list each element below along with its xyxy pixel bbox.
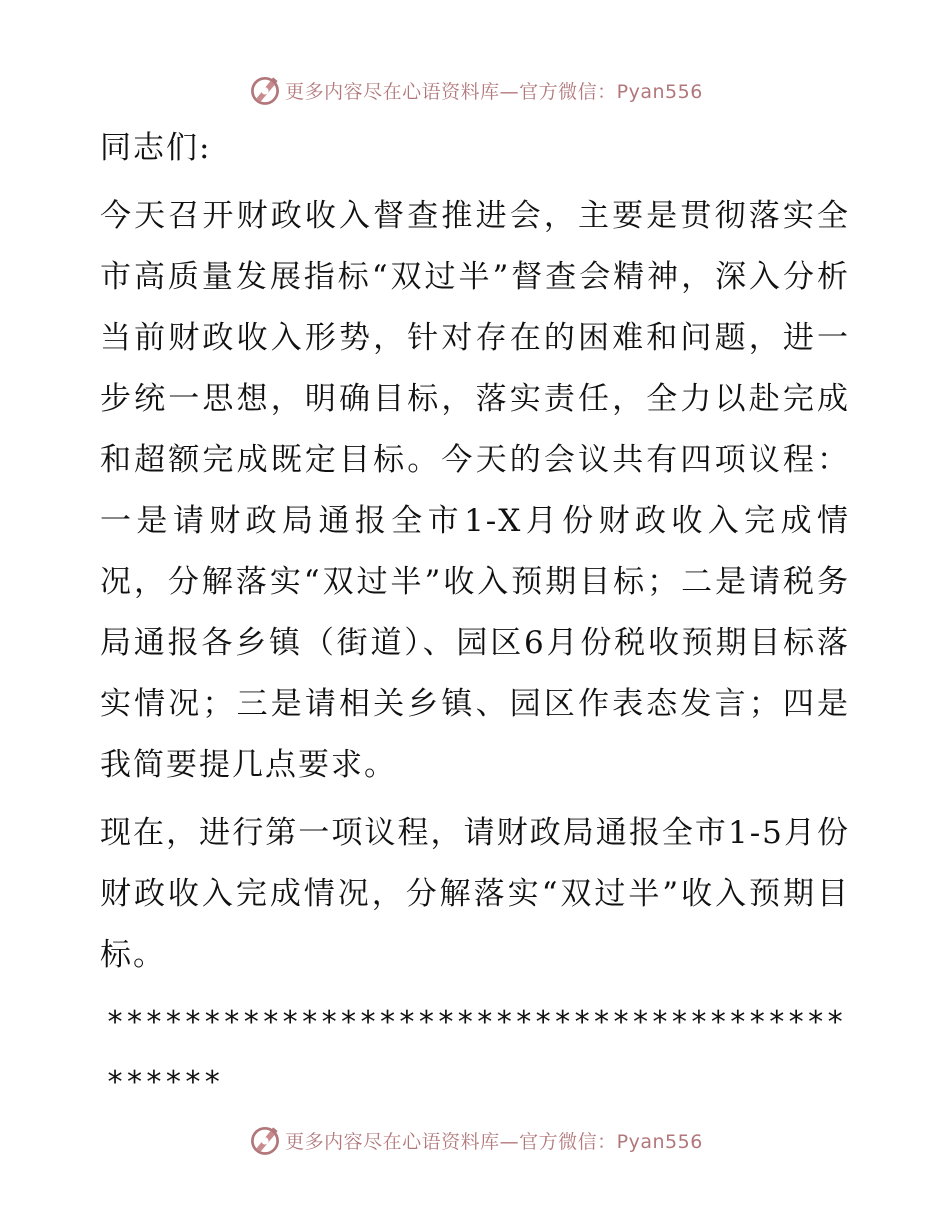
- salutation: 同志们:: [100, 130, 212, 166]
- paragraph-1: 今天召开财政收入督查推进会，主要是贯彻落实全市高质量发展指标“双过半”督查会精神，深入分析当前财政收入形势，针对存在的困难和问题，进一步统一思想，明确目标，落实责任，全力以赴完成和超额完成既定目标。今天的会议共有四项议程：一是请财政局通报全市1-X月份财政收入完成情况，分解落实“双过半”收入预期目标；二是请税务局通报各乡镇（街道）、园区6月份税收预期目标落实情况；三是请相关乡镇、园区作表态发言；四是我简要提几点要求。: [100, 198, 850, 783]
- paragraph-2: 现在，进行第一项议程，请财政局通报全市1-5月份财政收入完成情况，分解落实“双过半”收入预期目标。: [100, 815, 850, 973]
- separator-stars: ********************************************: [106, 1005, 846, 1100]
- pen-circle-logo-icon: [247, 72, 283, 108]
- watermark-text: 更多内容尽在心语资料库—官方微信：Pyan556: [285, 80, 703, 103]
- footer-watermark: [0, 1120, 950, 1160]
- pen-circle-logo-icon: [247, 1122, 283, 1158]
- header-watermark: [0, 70, 950, 110]
- document-body: [100, 118, 850, 1113]
- watermark-text: 更多内容尽在心语资料库—官方微信：Pyan556: [285, 1130, 703, 1153]
